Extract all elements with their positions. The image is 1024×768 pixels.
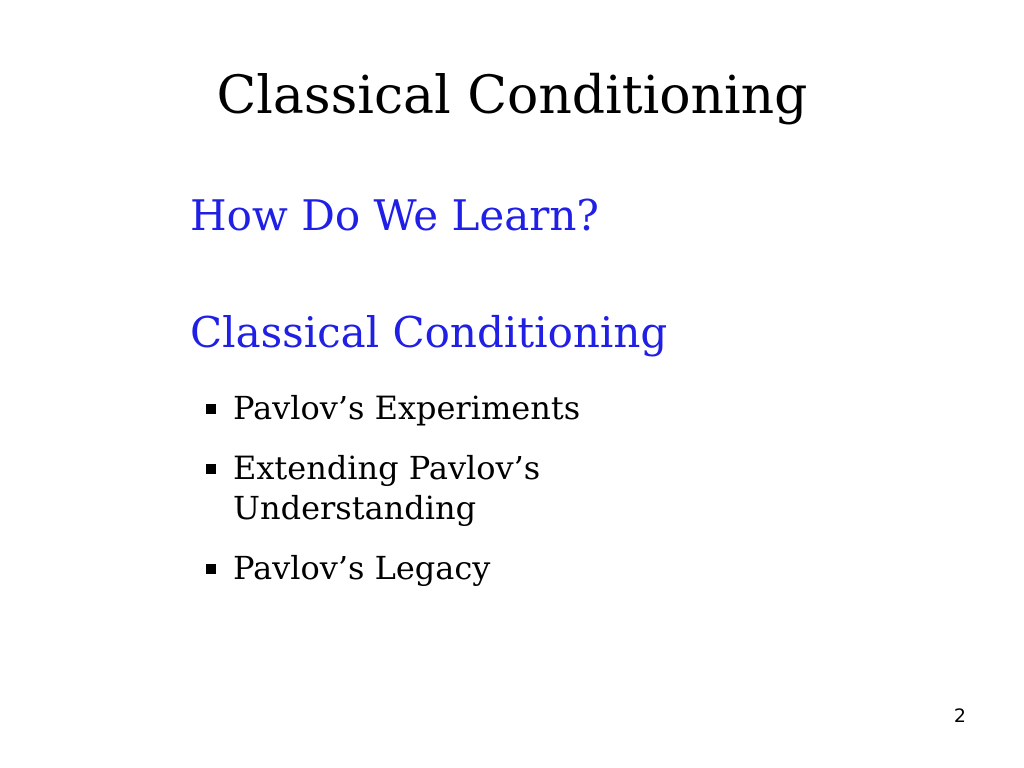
bullet-text: Pavlov’s Legacy <box>233 549 491 587</box>
bullet-list <box>206 388 766 608</box>
bullet-item-pavlovs-legacy <box>206 548 766 588</box>
square-bullet-icon <box>206 464 216 474</box>
section-heading-how-do-we-learn: How Do We Learn? <box>190 191 599 240</box>
bullet-text: Extending Pavlov’s Understanding <box>233 449 541 527</box>
bullet-text: Pavlov’s Experiments <box>233 389 581 427</box>
bullet-item-extending-pavlovs-understanding <box>206 448 766 528</box>
square-bullet-icon <box>206 404 216 414</box>
bullet-item-pavlovs-experiments <box>206 388 766 428</box>
page-number: 2 <box>953 705 966 727</box>
slide-title: Classical Conditioning <box>216 66 808 126</box>
square-bullet-icon <box>206 564 216 574</box>
section-heading-classical-conditioning: Classical Conditioning <box>190 308 668 357</box>
